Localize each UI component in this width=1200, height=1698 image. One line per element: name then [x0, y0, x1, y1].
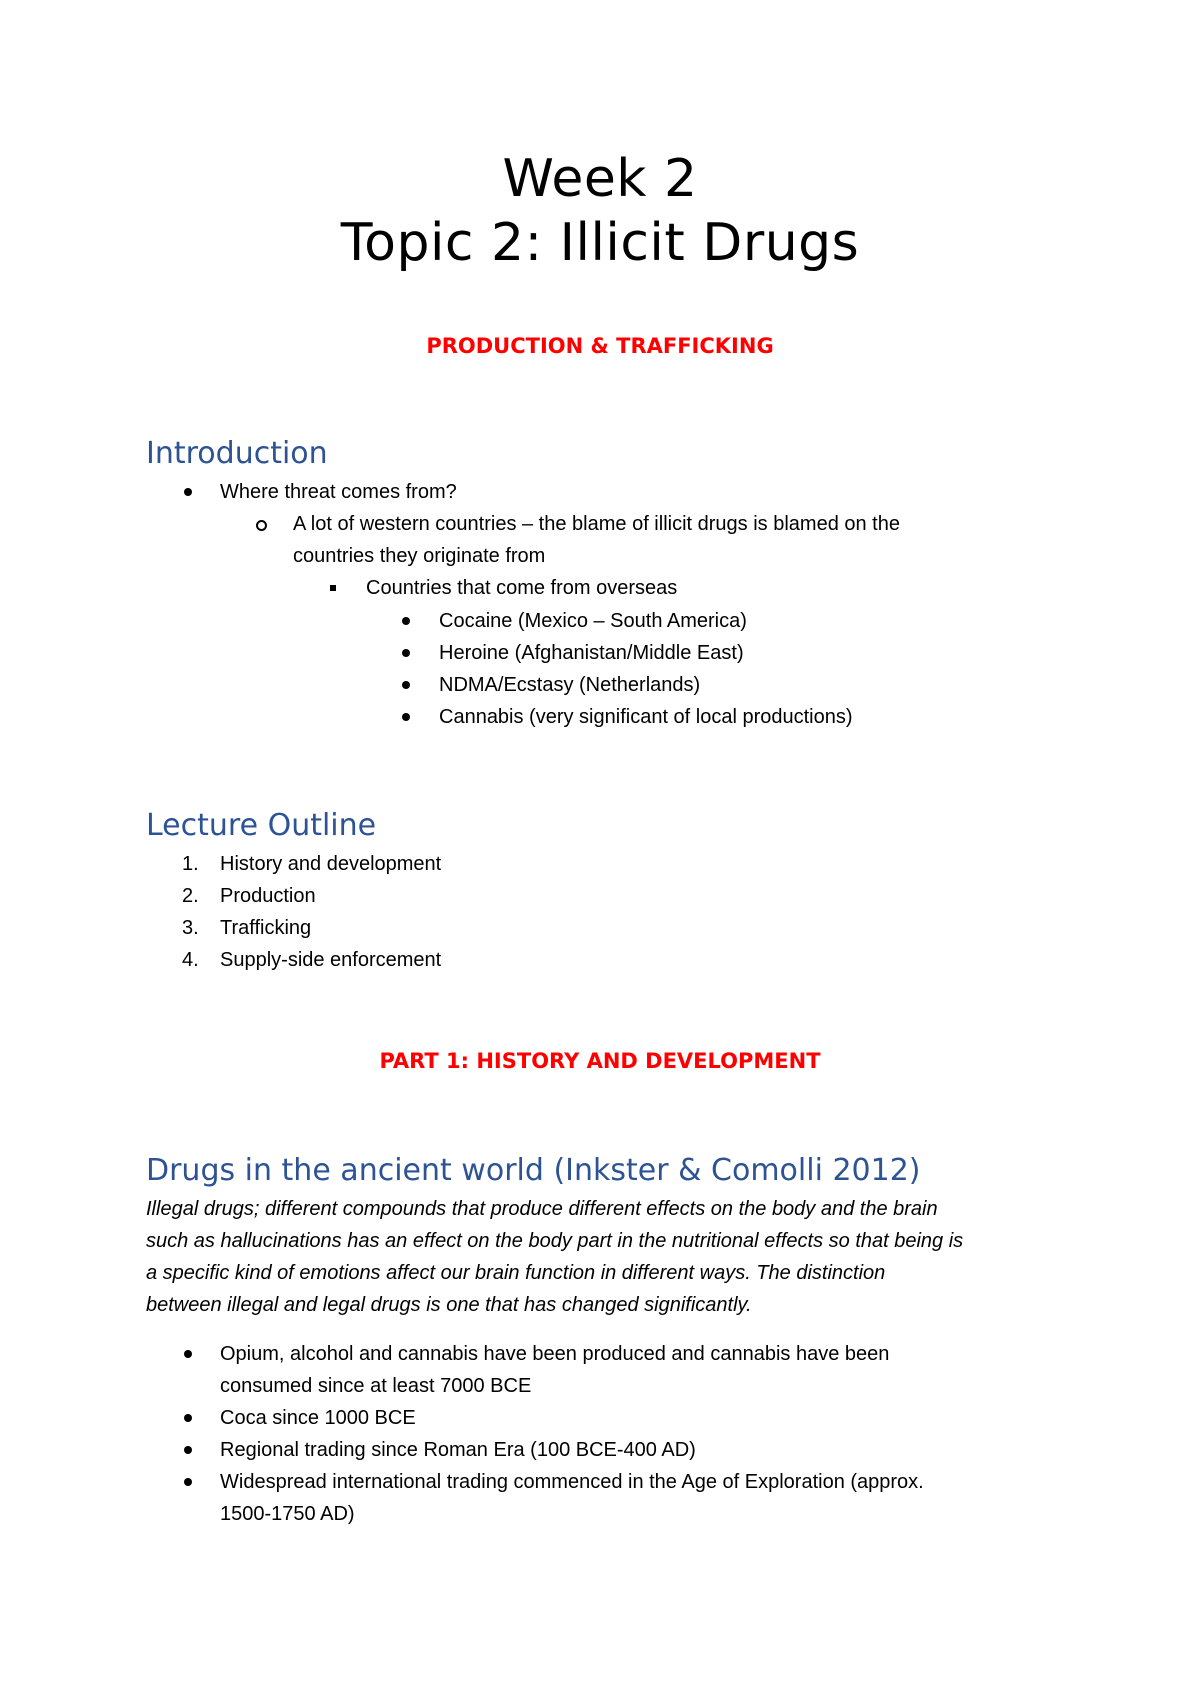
bullet-disc-icon — [402, 713, 410, 721]
outline-item: Production — [220, 885, 316, 907]
bullet-disc-icon — [184, 488, 192, 496]
heading-introduction: Introduction — [146, 436, 328, 471]
bullet-disc-icon — [184, 1414, 192, 1422]
ancient-bullet-text: Regional trading since Roman Era (100 BCE-400 AD) — [220, 1439, 696, 1461]
outline-number: 2. — [182, 885, 199, 907]
outline-item: History and development — [220, 853, 442, 875]
ancient-paragraph-line: a specific kind of emotions affect our brain function in different ways. The distinction — [146, 1262, 886, 1284]
outline-item: Trafficking — [220, 917, 312, 939]
bullet-disc-icon — [402, 617, 410, 625]
subtitle-production-trafficking: PRODUCTION & TRAFFICKING — [426, 334, 774, 358]
intro-level2-text-line1: A lot of western countries – the blame of illicit drugs is blamed on the — [293, 513, 900, 535]
ancient-paragraph-line: Illegal drugs; different compounds that produce different effects on the body and the brain — [146, 1198, 938, 1220]
outline-number: 1. — [182, 853, 199, 875]
bullet-disc-icon — [402, 649, 410, 657]
bullet-disc-icon — [184, 1478, 192, 1486]
outline-number: 3. — [182, 917, 199, 939]
ancient-bullet-text: consumed since at least 7000 BCE — [220, 1375, 532, 1397]
ancient-bullet-text: Widespread international trading commenced in the Age of Exploration (approx. — [220, 1471, 924, 1493]
heading-ancient-world: Drugs in the ancient world (Inkster & Comolli 2012) — [146, 1153, 921, 1188]
intro-level4-item: NDMA/Ecstasy (Netherlands) — [439, 674, 701, 696]
bullet-square-icon — [330, 585, 336, 591]
intro-level3-text: Countries that come from overseas — [366, 577, 678, 599]
bullet-disc-icon — [184, 1350, 192, 1358]
bullet-circle-icon — [256, 520, 267, 531]
ancient-bullet-text: Coca since 1000 BCE — [220, 1407, 416, 1429]
intro-level4-item: Heroine (Afghanistan/Middle East) — [439, 642, 744, 664]
ancient-paragraph-line: such as hallucinations has an effect on the body part in the nutritional effects so that being is — [146, 1230, 964, 1252]
heading-lecture-outline: Lecture Outline — [146, 808, 377, 843]
ancient-bullet-text: 1500-1750 AD) — [220, 1503, 355, 1525]
intro-level4-item: Cocaine (Mexico – South America) — [439, 610, 747, 632]
intro-level1-text: Where threat comes from? — [220, 481, 457, 503]
ancient-paragraph-line: between illegal and legal drugs is one that has changed significantly. — [146, 1294, 752, 1316]
intro-level4-item: Cannabis (very significant of local productions) — [439, 706, 853, 728]
ancient-bullet-text: Opium, alcohol and cannabis have been produced and cannabis have been — [220, 1343, 890, 1365]
intro-level2-text-line2: countries they originate from — [293, 545, 546, 567]
bullet-disc-icon — [184, 1446, 192, 1454]
title-week: Week 2 — [502, 149, 698, 209]
title-topic: Topic 2: Illicit Drugs — [340, 213, 860, 273]
heading-part1: PART 1: HISTORY AND DEVELOPMENT — [379, 1049, 821, 1073]
outline-number: 4. — [182, 949, 199, 971]
outline-item: Supply-side enforcement — [220, 949, 442, 971]
bullet-disc-icon — [402, 681, 410, 689]
